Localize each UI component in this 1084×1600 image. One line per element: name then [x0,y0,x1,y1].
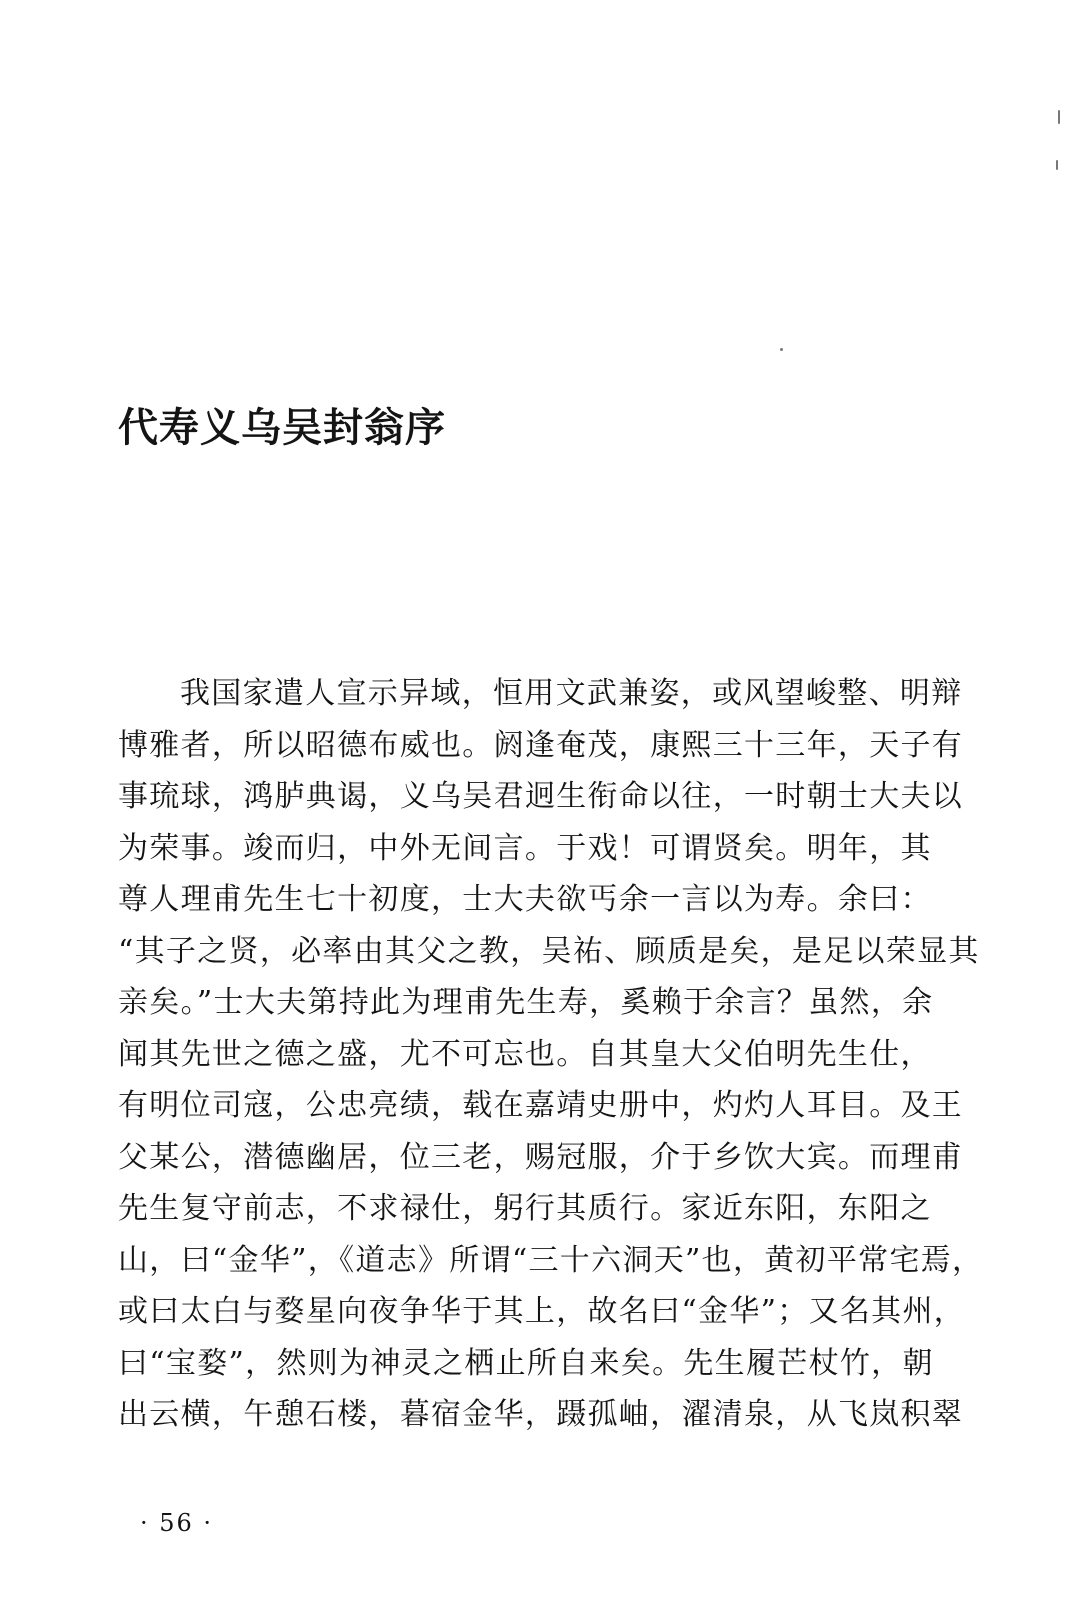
text-line: 亲矣。”士大夫第持此为理甫先生寿，奚赖于余言？虽然，余 [118,985,934,1020]
text-line: 曰“宝婺”，然则为神灵之栖止所自来矣。先生履芒杖竹，朝 [118,1345,934,1381]
text-line: 博雅者，所以昭德布威也。阏逢奄茂，康熙三十三年，天子有 [118,727,964,763]
text-line: 山，曰“金华”，《道志》所谓“三十六洞天”也，黄初平常宅焉， [118,1242,984,1278]
text-line: 或曰太白与婺星向夜争华于其上，故名曰“金华”；又名其州， [118,1294,966,1329]
text-line: “其子之贤，必率由其父之教，吴祐、顾质是矣，是足以荣显其 [118,933,980,969]
page-title: 代寿义乌吴封翁序 [118,405,446,451]
text-line: 为荣事。竣而归，中外无间言。于戏！可谓贤矣。明年，其 [118,830,932,866]
text-line: 闻其先世之德之盛，尤不可忘也。自其皇大父伯明先生仕， [118,1036,932,1072]
text-line: 有明位司寇，公忠亮绩，载在嘉靖史册中，灼灼人耳目。及王 [118,1088,964,1123]
body-text [118,668,984,1441]
text-line: 我国家遣人宣示异域，恒用文武兼姿，或风望峻整、明辩 [180,676,963,711]
page-number: · 56 · [140,1509,214,1537]
text-line: 先生复守前志，不求禄仕，躬行其质行。家近东阳，东阳之 [118,1191,932,1226]
text-line: 事琉球，鸿胪典谒，义乌吴君迥生衔命以往，一时朝士大夫以 [118,779,964,814]
text-line: 出云横，午憩石楼，暮宿金华，蹑孤岫，濯清泉，从飞岚积翠 [118,1397,964,1432]
scan-speck [1058,110,1060,124]
text-line: 尊人理甫先生七十初度，士大夫欲丐余一言以为寿。余曰： [118,882,932,917]
text-line: 父某公，潜德幽居，位三老，赐冠服，介于乡饮大宾。而理甫 [118,1139,964,1175]
scan-speck [780,348,783,351]
scan-speck [1056,160,1058,170]
